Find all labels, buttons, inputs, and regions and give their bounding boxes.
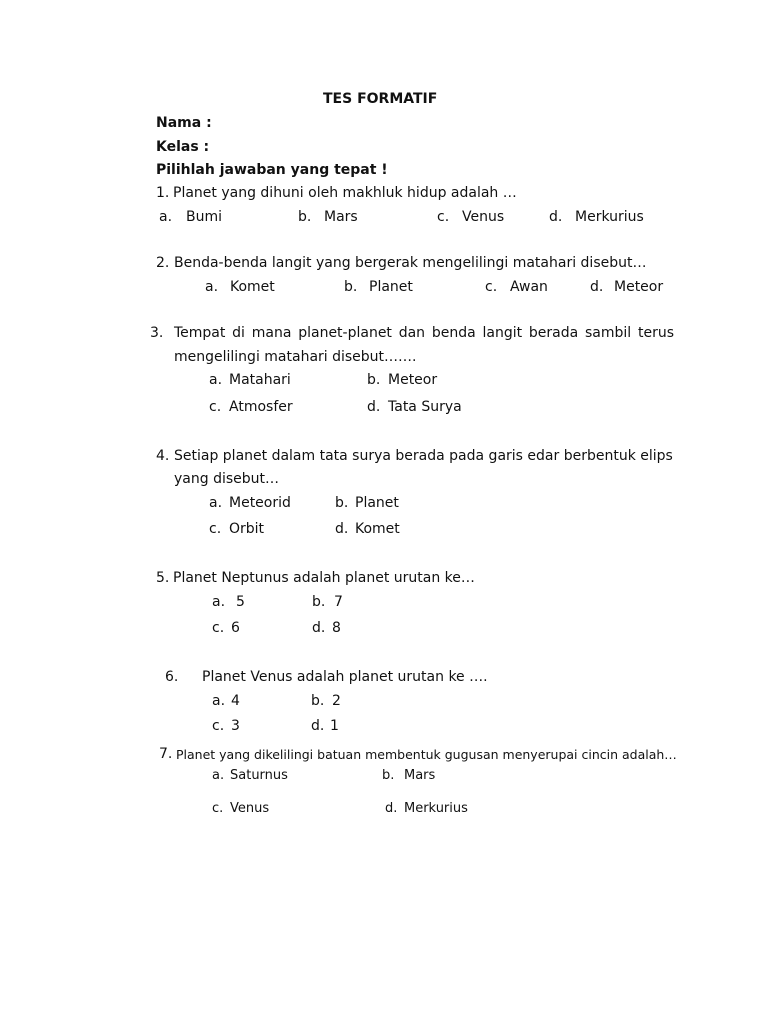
- option-letter: d.: [549, 209, 563, 225]
- option-text: 6: [231, 620, 240, 636]
- option-letter: a.: [212, 693, 226, 709]
- option-text: Merkurius: [575, 209, 644, 225]
- option-text: Bumi: [186, 209, 223, 225]
- option-text: 7: [334, 594, 343, 610]
- option-text: Mars: [324, 209, 358, 225]
- option-text: 5: [236, 594, 245, 610]
- option-text: 3: [231, 718, 240, 734]
- option-text: Venus: [462, 209, 505, 225]
- question-text: Planet yang dikelilingi batuan membentuk gugusan menyerupai cincin adalah…: [176, 747, 677, 762]
- option-text: Matahari: [229, 372, 291, 388]
- option-text: Tata Surya: [388, 399, 462, 415]
- option-letter: c.: [212, 801, 224, 816]
- option-letter: d.: [335, 521, 349, 537]
- option-letter: c.: [437, 209, 450, 225]
- question-number: 1.: [156, 185, 170, 201]
- option-text: Saturnus: [230, 768, 288, 783]
- option-letter: d.: [311, 718, 325, 734]
- option-letter: d.: [590, 279, 604, 295]
- option-text: Orbit: [229, 521, 265, 537]
- question-text: Planet Neptunus adalah planet urutan ke…: [173, 570, 475, 586]
- question-number: 7.: [159, 746, 173, 762]
- option-text: Meteorid: [229, 495, 291, 511]
- question-text: Planet yang dihuni oleh makhluk hidup adalah …: [173, 185, 517, 201]
- option-text: 4: [231, 693, 240, 709]
- option-text: Merkurius: [404, 801, 468, 816]
- option-letter: b.: [298, 209, 312, 225]
- kelas-label: Kelas :: [156, 139, 210, 155]
- option-text: Atmosfer: [229, 399, 293, 415]
- option-text: Planet: [369, 279, 413, 295]
- option-text: Mars: [404, 768, 436, 783]
- option-letter: a.: [209, 495, 223, 511]
- option-letter: b.: [312, 594, 326, 610]
- question-text: Benda-benda langit yang bergerak mengelilingi matahari disebut…: [174, 255, 647, 271]
- option-letter: b.: [382, 768, 395, 783]
- option-letter: b.: [335, 495, 349, 511]
- option-letter: d.: [385, 801, 398, 816]
- question-number: 2.: [156, 255, 170, 271]
- question-number: 5.: [156, 570, 170, 586]
- option-letter: c.: [209, 521, 222, 537]
- option-text: 1: [330, 718, 339, 734]
- option-text: Meteor: [388, 372, 438, 388]
- option-text: Venus: [230, 801, 270, 816]
- nama-label: Nama :: [156, 115, 212, 131]
- option-text: Awan: [510, 279, 548, 295]
- option-text: 8: [332, 620, 341, 636]
- option-text: 2: [332, 693, 341, 709]
- option-letter: d.: [367, 399, 381, 415]
- option-letter: b.: [367, 372, 381, 388]
- question-text: Setiap planet dalam tata surya berada pada garis edar berbentuk elips: [174, 448, 673, 464]
- question-text-continued: yang disebut…: [174, 471, 280, 487]
- option-text: Komet: [230, 279, 275, 295]
- question-number: 6.: [165, 669, 179, 685]
- option-letter: a.: [205, 279, 219, 295]
- option-letter: c.: [485, 279, 498, 295]
- option-text: Planet: [355, 495, 399, 511]
- question-number: 3.: [150, 325, 164, 341]
- instruction-text: Pilihlah jawaban yang tepat !: [156, 162, 388, 178]
- option-letter: a.: [212, 768, 225, 783]
- question-number: 4.: [156, 448, 170, 464]
- option-letter: b.: [344, 279, 358, 295]
- option-letter: b.: [311, 693, 325, 709]
- question-text: Tempat di mana planet-planet dan benda langit berada sambil terus: [174, 325, 674, 341]
- option-letter: d.: [312, 620, 326, 636]
- option-letter: c.: [212, 620, 225, 636]
- option-letter: c.: [209, 399, 222, 415]
- option-letter: c.: [212, 718, 225, 734]
- option-letter: a.: [159, 209, 173, 225]
- question-text-continued: mengelilingi matahari disebut…….: [174, 349, 417, 365]
- question-text: Planet Venus adalah planet urutan ke ….: [202, 669, 488, 685]
- worksheet-title: TES FORMATIF: [323, 91, 438, 107]
- option-text: Meteor: [614, 279, 664, 295]
- option-letter: a.: [212, 594, 226, 610]
- option-text: Komet: [355, 521, 400, 537]
- option-letter: a.: [209, 372, 223, 388]
